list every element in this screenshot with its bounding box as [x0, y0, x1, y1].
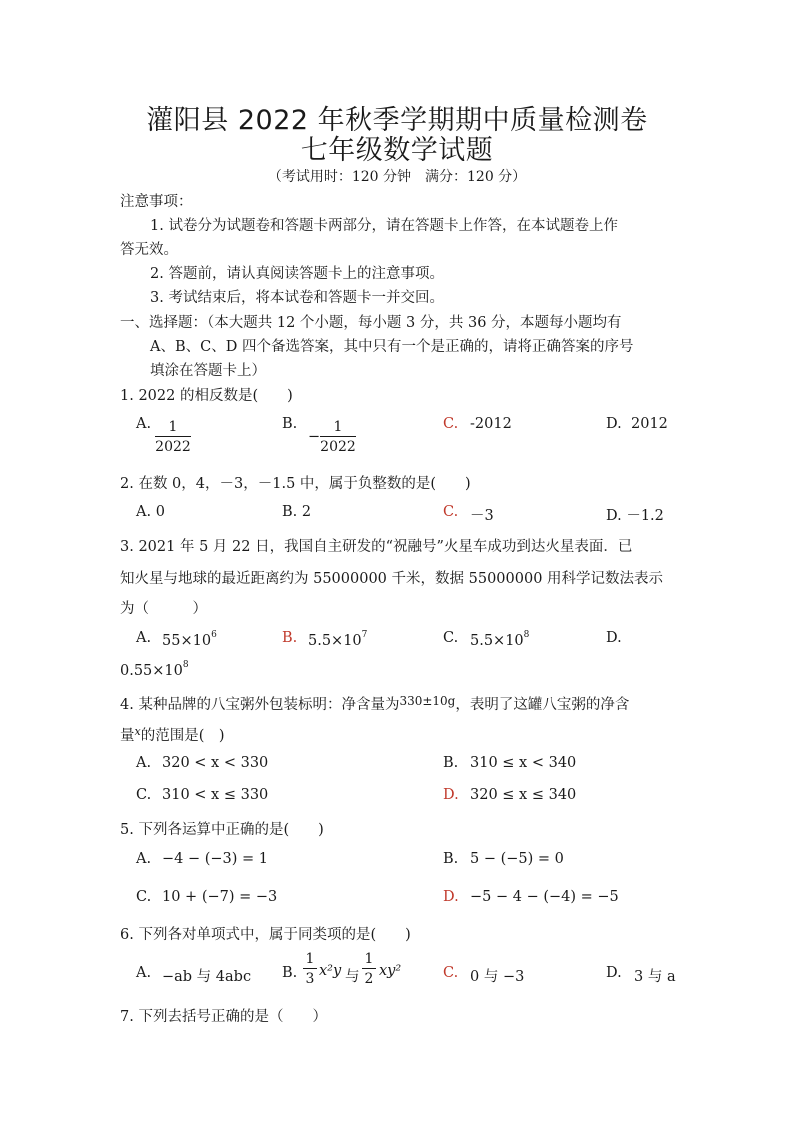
q3-option-d-value — [120, 660, 189, 679]
q4-option-a-text: 320 < x < 330 — [162, 755, 269, 771]
q6-option-c-label: C. — [443, 965, 459, 981]
q6-option-c-text: 0 与 −3 — [470, 969, 525, 985]
q5-option-d-label: D. — [443, 889, 459, 905]
q4-option-c-text: 310 < x ≤ 330 — [162, 787, 269, 803]
q5-option-a-text: −4 − (−3) = 1 — [162, 851, 269, 867]
sci-exponent: 6 — [211, 630, 217, 640]
q4-option-d-text: 320 ≤ x ≤ 340 — [470, 787, 577, 803]
notice-heading: 注意事项： — [120, 194, 193, 210]
q6-option-d-label: D. — [606, 965, 622, 981]
q1-option-c-text: -2012 — [470, 416, 512, 432]
q3-option-c-label: C. — [443, 630, 459, 646]
question-7-stem: 7. 下列去括号正确的是（ ） — [120, 1009, 327, 1025]
sci-base: 5.5×10 — [308, 633, 362, 649]
q4-text-post: ，表明了这罐八宝粥的净含 — [455, 697, 630, 713]
q6-option-a-label: A. — [136, 965, 152, 981]
q6-option-b-term-2: xy² — [379, 963, 402, 979]
fraction-numerator: 1 — [333, 419, 343, 435]
fraction-numerator: 1 — [168, 419, 178, 435]
fraction-denominator: 2022 — [320, 439, 356, 455]
sci-base: 0.55×10 — [120, 663, 183, 679]
question-2-stem: 2. 在数 0，4，－3，－1.5 中，属于负整数的是( ) — [120, 476, 471, 492]
q2-option-b: B. 2 — [282, 504, 312, 520]
q2-option-c-label: C. — [443, 504, 459, 520]
q1-option-d-text: 2012 — [631, 416, 668, 432]
q4-net-weight: 330±10g — [399, 694, 456, 708]
q3-option-d-label: D. — [606, 630, 622, 646]
fraction-numerator: 1 — [305, 951, 315, 967]
q3-option-a-value — [162, 630, 217, 649]
sci-exponent: 7 — [361, 630, 368, 640]
q2-option-d: D. －1.2 — [606, 508, 664, 524]
q3-option-a-label: A. — [136, 630, 152, 646]
question-3-line3: 为（ ） — [120, 601, 207, 617]
q4-option-c-label: C. — [136, 787, 152, 803]
q1-option-a-fraction — [155, 418, 191, 457]
notice-item-2: 2. 答题前，请认真阅读答题卡上的注意事项。 — [150, 266, 444, 282]
q4-option-b-label: B. — [443, 755, 459, 771]
question-1-stem: 1. 2022 的相反数是( ) — [120, 388, 293, 404]
q5-option-c-label: C. — [136, 889, 152, 905]
q4-option-b-text: 310 ≤ x < 340 — [470, 755, 577, 771]
sci-base: 55×10 — [162, 633, 212, 649]
q1-option-c-label: C. — [443, 416, 459, 432]
q5-option-b-text: 5 − (−5) = 0 — [470, 851, 564, 867]
q3-option-b-label: B. — [282, 630, 298, 646]
q4-text-pre2: 量 — [120, 728, 135, 744]
q1-option-b-label: B. — [282, 416, 298, 432]
q5-option-d-text: −5 − 4 − (−4) = −5 — [470, 889, 619, 905]
question-4-line2 — [120, 724, 225, 745]
q4-option-d-label: D. — [443, 787, 459, 803]
question-5-stem: 5. 下列各运算中正确的是( ) — [120, 822, 324, 838]
q5-option-c-text: 10 + (−7) = −3 — [162, 889, 278, 905]
q4-text-post2: 的范围是( ) — [140, 728, 225, 744]
notice-item-3: 3. 考试结束后，将本试卷和答题卡一并交回。 — [150, 290, 444, 306]
sci-exponent: 8 — [523, 630, 530, 640]
exam-info: （考试用时：120 分钟 满分：120 分） — [267, 169, 527, 185]
q6-option-b-label: B. — [282, 965, 298, 981]
q2-option-c-text: －3 — [470, 508, 494, 524]
exam-subtitle: 七年级数学试题 — [300, 135, 494, 166]
q6-option-b-fraction-1 — [303, 950, 317, 989]
question-3-line1: 3. 2021 年 5 月 22 日，我国自主研发的“祝融号”火星车成功到达火星表面．已 — [120, 539, 633, 555]
q5-option-a-label: A. — [136, 851, 152, 867]
q5-option-b-label: B. — [443, 851, 459, 867]
q4-variable: x — [134, 725, 141, 738]
fraction-denominator: 2 — [364, 971, 374, 987]
q1-option-a-label: A. — [136, 416, 152, 432]
section-heading-line3: 填涂在答题卡上） — [150, 363, 266, 379]
fraction-denominator: 2022 — [155, 439, 191, 455]
q3-option-b-value — [308, 630, 367, 649]
fraction-denominator: 3 — [305, 971, 315, 987]
section-heading-line2: A、B、C、D 四个备选答案，其中只有一个是正确的，请将正确答案的序号 — [150, 339, 634, 355]
question-4-line1 — [120, 693, 629, 714]
question-3-line2: 知火星与地球的最近距离约为 55000000 千米，数据 55000000 用科学记数法表示 — [120, 571, 664, 587]
notice-item-1: 1. 试卷分为试题卷和答题卡两部分，请在答题卡上作答，在本试题卷上作 — [150, 218, 618, 234]
q4-option-a-label: A. — [136, 755, 152, 771]
exam-title: 灌阳县 2022 年秋季学期期中质量检测卷 — [146, 105, 648, 136]
q3-option-c-value — [470, 630, 529, 649]
q4-text-pre: 4. 某种品牌的八宝粥外包装标明：净含量为 — [120, 697, 400, 713]
section-heading: 一、选择题：（本大题共 12 个小题，每小题 3 分，共 36 分，本题每小题均有 — [120, 315, 622, 331]
q6-option-a-text: −ab 与 4abc — [162, 969, 252, 985]
q1-option-d-label: D. — [606, 416, 622, 432]
sci-base: 5.5×10 — [470, 633, 524, 649]
q1-option-b-fraction — [320, 418, 356, 457]
fraction-numerator: 1 — [364, 951, 374, 967]
q6-option-d-text: 3 与 a — [634, 969, 676, 985]
q6-option-b-mid: 与 — [345, 969, 360, 985]
question-6-stem: 6. 下列各对单项式中，属于同类项的是( ) — [120, 927, 411, 943]
sci-exponent: 8 — [182, 660, 189, 670]
notice-item-1-cont: 答无效。 — [120, 242, 178, 258]
q1-option-b-sign: − — [308, 429, 321, 445]
q6-option-b-term-1: x²y — [319, 963, 342, 979]
q2-option-a: A. 0 — [136, 504, 165, 520]
q6-option-b-fraction-2 — [362, 950, 376, 989]
